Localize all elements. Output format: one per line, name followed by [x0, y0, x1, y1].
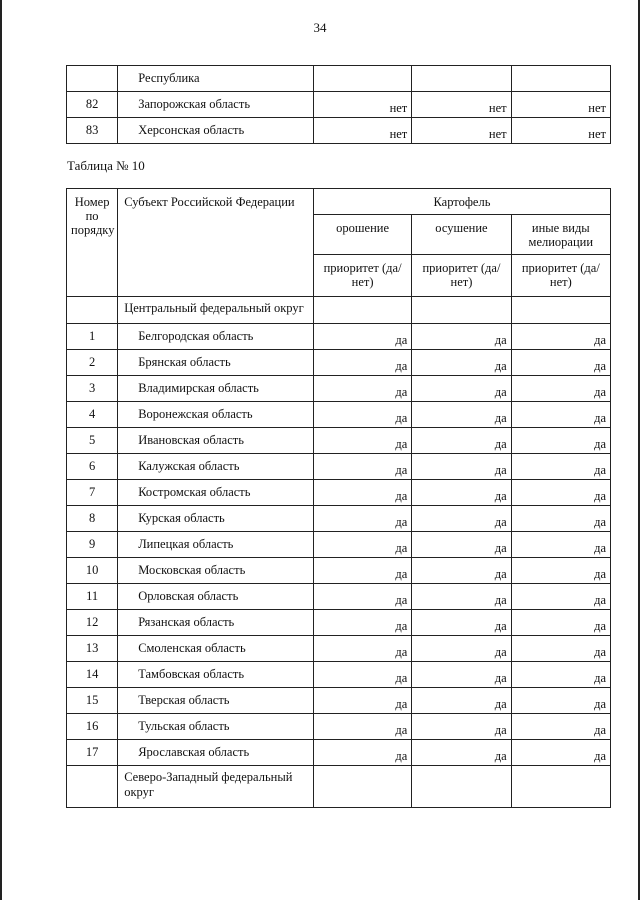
row-value-irrigation: да [313, 376, 411, 402]
table-row [67, 584, 611, 610]
table-row [67, 558, 611, 584]
row-number: 83 [67, 118, 118, 144]
row-value-drainage: да [412, 636, 511, 662]
page-number: 34 [313, 20, 327, 35]
row-number [67, 297, 118, 324]
row-value-other: да [511, 506, 610, 532]
row-value-irrigation: да [313, 428, 411, 454]
row-subject: Костромская область [118, 480, 314, 506]
row-value-drainage: да [412, 532, 511, 558]
table-row [67, 688, 611, 714]
row-value-irrigation [313, 66, 411, 92]
row-value-irrigation: да [313, 506, 411, 532]
row-subject: Орловская область [118, 584, 314, 610]
row-value-drainage: нет [412, 118, 511, 144]
row-number: 9 [67, 532, 118, 558]
row-value-drainage: да [412, 584, 511, 610]
row-number [67, 66, 118, 92]
row-number: 12 [67, 610, 118, 636]
row-number: 8 [67, 506, 118, 532]
row-number: 82 [67, 92, 118, 118]
row-number: 17 [67, 740, 118, 766]
row-subject: Липецкая область [118, 532, 314, 558]
row-subject: Ивановская область [118, 428, 314, 454]
district-row [67, 766, 611, 808]
row-value-drainage: да [412, 558, 511, 584]
row-value-irrigation: да [313, 454, 411, 480]
row-subject: Белгородская область [118, 324, 314, 350]
row-value-other: да [511, 350, 610, 376]
district-row [67, 297, 611, 324]
table-row [67, 66, 611, 92]
row-number: 1 [67, 324, 118, 350]
row-number: 16 [67, 714, 118, 740]
row-value-irrigation: да [313, 480, 411, 506]
row-value-other: да [511, 428, 610, 454]
row-value-empty [313, 766, 411, 808]
row-number: 2 [67, 350, 118, 376]
header-other-melioration: иные виды мелиорации [511, 215, 610, 255]
main-table-body [67, 297, 611, 808]
continuation-table-body [67, 66, 611, 144]
row-value-empty [412, 297, 511, 324]
row-value-other: да [511, 324, 610, 350]
header-subject: Субъект Российской Федерации [118, 189, 314, 297]
table-row [67, 92, 611, 118]
row-value-other: да [511, 376, 610, 402]
row-value-other: да [511, 454, 610, 480]
row-value-empty [313, 297, 411, 324]
table-row [67, 376, 611, 402]
table-row [67, 454, 611, 480]
row-number: 5 [67, 428, 118, 454]
row-value-irrigation: да [313, 324, 411, 350]
table-row [67, 506, 611, 532]
row-subject: Рязанская область [118, 610, 314, 636]
row-value-drainage: да [412, 324, 511, 350]
row-value-drainage: да [412, 714, 511, 740]
row-value-other: нет [511, 118, 610, 144]
row-subject: Смоленская область [118, 636, 314, 662]
row-value-other: да [511, 740, 610, 766]
header-priority-1: приоритет (да/нет) [313, 255, 411, 297]
row-value-other: да [511, 584, 610, 610]
row-value-irrigation: нет [313, 118, 411, 144]
main-table [66, 188, 611, 808]
row-number: 4 [67, 402, 118, 428]
row-subject: Воронежская область [118, 402, 314, 428]
row-value-empty [511, 297, 610, 324]
row-value-drainage: да [412, 610, 511, 636]
header-priority-3: приоритет (да/нет) [511, 255, 610, 297]
row-subject: Запорожская область [118, 92, 314, 118]
table-row [67, 610, 611, 636]
table-row [67, 662, 611, 688]
table-row [67, 350, 611, 376]
row-subject: Тамбовская область [118, 662, 314, 688]
row-number: 14 [67, 662, 118, 688]
row-value-other: да [511, 532, 610, 558]
table-row [67, 118, 611, 144]
table-row [67, 636, 611, 662]
row-value-irrigation: да [313, 662, 411, 688]
table-row [67, 428, 611, 454]
table-row [67, 402, 611, 428]
row-value-drainage: да [412, 454, 511, 480]
row-value-other: да [511, 558, 610, 584]
header-irrigation: орошение [313, 215, 411, 255]
row-number: 13 [67, 636, 118, 662]
row-value-irrigation: да [313, 532, 411, 558]
row-subject: Республика [118, 66, 314, 92]
row-subject: Тверская область [118, 688, 314, 714]
row-subject: Брянская область [118, 350, 314, 376]
table-row [67, 740, 611, 766]
row-value-other: да [511, 688, 610, 714]
row-value-other: да [511, 714, 610, 740]
row-value-irrigation: да [313, 350, 411, 376]
row-value-irrigation: да [313, 584, 411, 610]
row-value-other: да [511, 662, 610, 688]
row-value-other: да [511, 402, 610, 428]
row-value-empty [412, 766, 511, 808]
row-subject: Курская область [118, 506, 314, 532]
header-number: Номер по порядку [67, 189, 118, 297]
row-value-irrigation: да [313, 610, 411, 636]
row-value-drainage: да [412, 350, 511, 376]
scan-edge-left [0, 0, 2, 900]
row-value-irrigation: да [313, 740, 411, 766]
row-value-drainage [412, 66, 511, 92]
row-number: 15 [67, 688, 118, 714]
row-value-other: да [511, 610, 610, 636]
table-row [67, 714, 611, 740]
row-value-drainage: да [412, 376, 511, 402]
row-value-irrigation: да [313, 714, 411, 740]
row-number: 7 [67, 480, 118, 506]
row-subject: Тульская область [118, 714, 314, 740]
row-value-drainage: да [412, 480, 511, 506]
row-value-drainage: нет [412, 92, 511, 118]
row-value-irrigation: да [313, 636, 411, 662]
row-value-empty [511, 766, 610, 808]
district-name: Центральный федеральный округ [118, 297, 314, 324]
table-row [67, 480, 611, 506]
table-row [67, 532, 611, 558]
row-subject: Ярославская область [118, 740, 314, 766]
header-drainage: осушение [412, 215, 511, 255]
row-subject: Херсонская область [118, 118, 314, 144]
row-value-other: да [511, 480, 610, 506]
continuation-table [66, 65, 611, 144]
row-value-drainage: да [412, 688, 511, 714]
row-value-drainage: да [412, 506, 511, 532]
row-number: 11 [67, 584, 118, 610]
row-number: 10 [67, 558, 118, 584]
row-number: 6 [67, 454, 118, 480]
row-value-other [511, 66, 610, 92]
row-value-drainage: да [412, 662, 511, 688]
row-value-irrigation: нет [313, 92, 411, 118]
row-value-drainage: да [412, 428, 511, 454]
district-name: Северо-Западный федеральный округ [118, 766, 314, 808]
row-value-irrigation: да [313, 402, 411, 428]
row-value-drainage: да [412, 740, 511, 766]
row-value-drainage: да [412, 402, 511, 428]
header-priority-2: приоритет (да/нет) [412, 255, 511, 297]
row-value-irrigation: да [313, 688, 411, 714]
table-row [67, 324, 611, 350]
row-value-other: нет [511, 92, 610, 118]
table-caption: Таблица № 10 [67, 158, 145, 173]
row-value-other: да [511, 636, 610, 662]
header-crop: Картофель [313, 189, 610, 215]
row-subject: Московская область [118, 558, 314, 584]
row-subject: Владимирская область [118, 376, 314, 402]
row-number [67, 766, 118, 808]
row-subject: Калужская область [118, 454, 314, 480]
row-number: 3 [67, 376, 118, 402]
row-value-irrigation: да [313, 558, 411, 584]
